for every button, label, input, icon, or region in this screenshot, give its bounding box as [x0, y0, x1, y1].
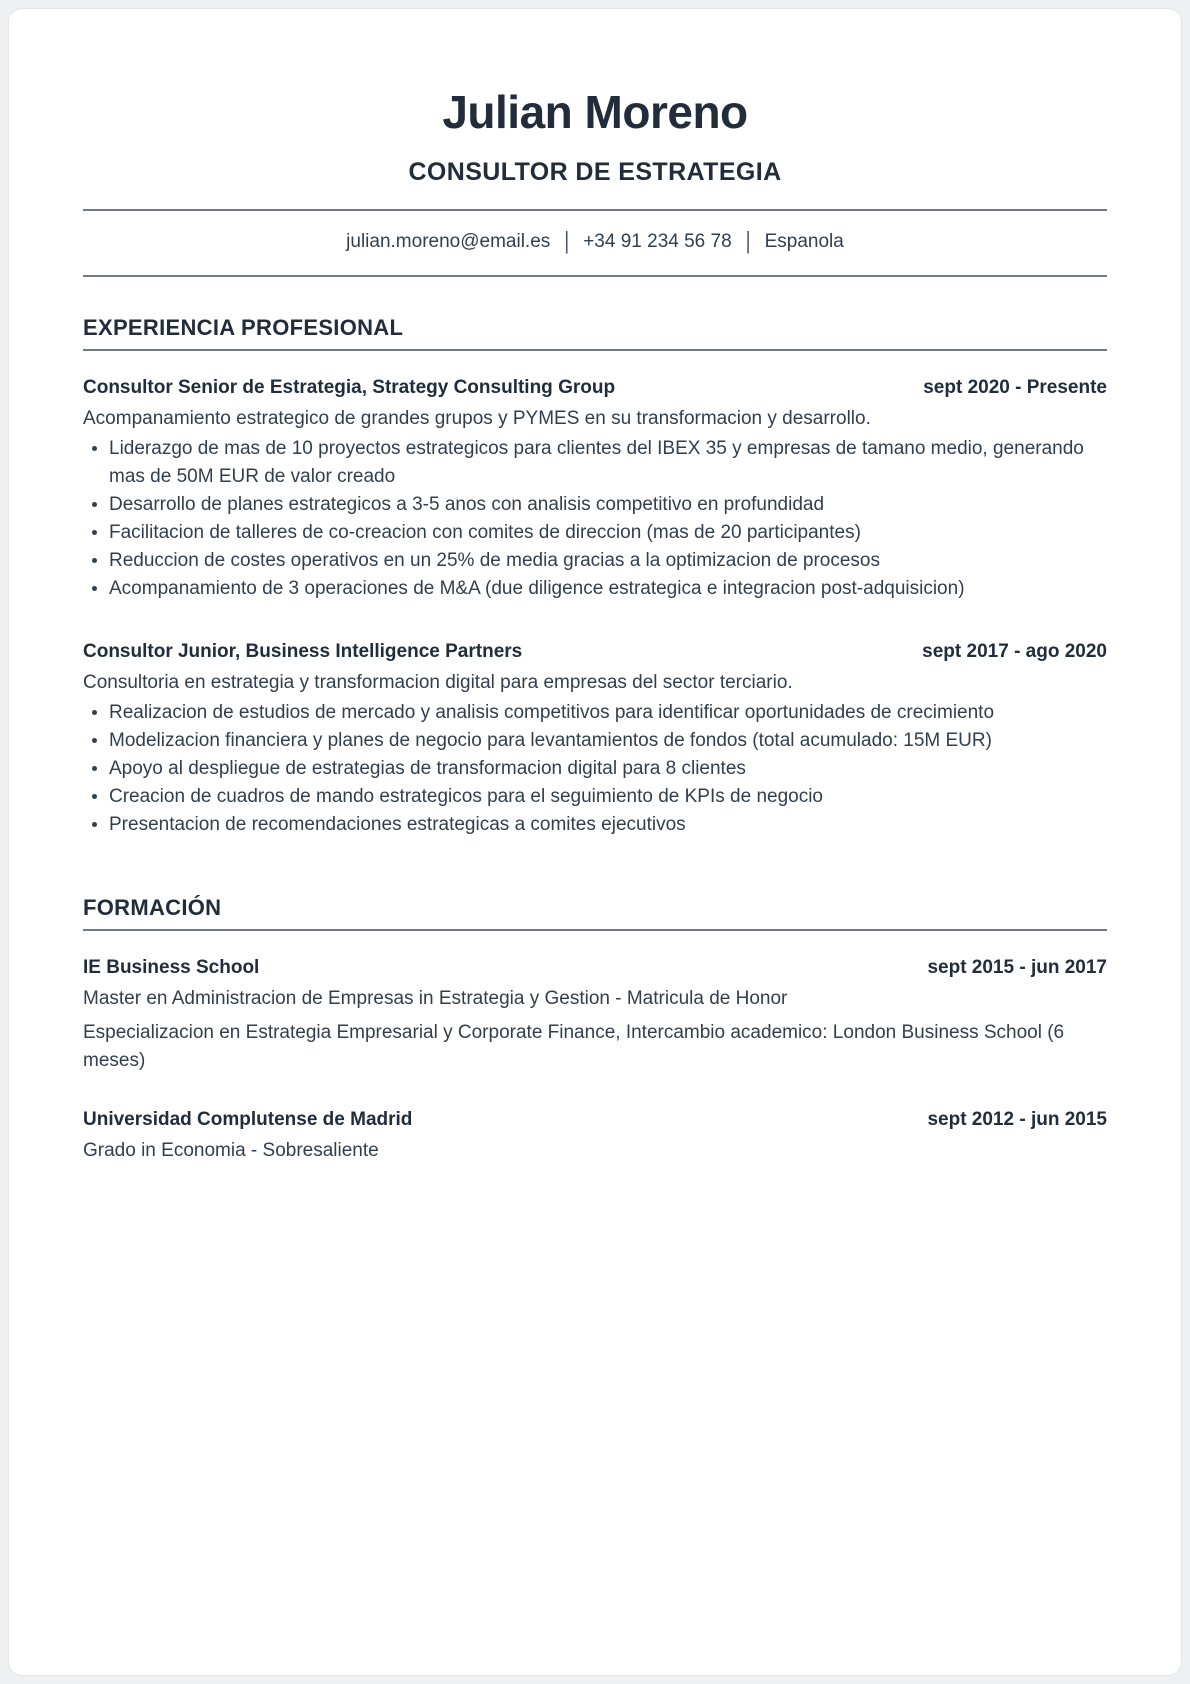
bullet-icon — [92, 738, 97, 743]
bullet-item — [83, 547, 1107, 575]
job-entry — [83, 377, 1107, 603]
education-entry-head — [83, 957, 1107, 979]
bullet-text: Apoyo al despliegue de estrategias de transformacion digital para 8 clientes — [109, 757, 746, 779]
bullet-icon — [92, 586, 97, 591]
bullet-item — [83, 699, 1107, 727]
bullet-icon — [92, 530, 97, 535]
divider — [83, 275, 1107, 277]
school-dates: sept 2012 - jun 2015 — [927, 1108, 1107, 1130]
bullet-item — [83, 727, 1107, 755]
contact-phone: +34 91 234 56 78 — [583, 230, 732, 252]
job-entry-head — [83, 641, 1107, 663]
divider — [83, 349, 1107, 351]
contact-separator: | — [564, 227, 570, 255]
bullet-text: Modelizacion financiera y planes de negocio para levantamientos de fondos (total acumulado: 15M EUR) — [109, 729, 992, 751]
bullet-icon — [92, 822, 97, 827]
contact-line — [83, 211, 1107, 275]
section-experience — [83, 315, 1107, 839]
job-entry-head — [83, 377, 1107, 399]
bullet-text: Acompanamiento de 3 operaciones de M&A (due diligence estrategica e integracion post-adquisicion) — [109, 577, 965, 599]
job-dates: sept 2017 - ago 2020 — [922, 640, 1107, 662]
job-bullet-list — [83, 699, 1107, 839]
job-title: Consultor Senior de Estrategia, Strategy Consulting Group — [83, 376, 616, 398]
job-summary: Consultoria en estrategia y transformacion digital para empresas del sector terciario. — [83, 671, 793, 693]
contact-nationality: Espanola — [764, 230, 844, 252]
job-summary: Acompanamiento estrategico de grandes grupos y PYMES en su transformacion y desarrollo. — [83, 407, 871, 429]
job-bullet-list — [83, 435, 1107, 603]
bullet-icon — [92, 766, 97, 771]
education-entry — [83, 1109, 1107, 1165]
bullet-item — [83, 811, 1107, 839]
degree-line: Master en Administracion de Empresas in Estrategia y Gestion - Matricula de Honor — [83, 987, 788, 1009]
section-education — [83, 895, 1107, 1165]
degree-line: Grado in Economia - Sobresaliente — [83, 1139, 379, 1161]
job-title: Consultor Junior, Business Intelligence Partners — [83, 640, 523, 662]
person-job-title: CONSULTOR DE ESTRATEGIA — [408, 157, 782, 186]
education-entry — [83, 957, 1107, 1075]
person-name: Julian Moreno — [442, 86, 748, 138]
bullet-icon — [92, 446, 97, 451]
education-heading: FORMACIÓN — [83, 894, 222, 920]
bullet-text: Facilitacion de talleres de co-creacion con comites de direccion (mas de 20 participantes) — [109, 521, 861, 543]
bullet-text: Presentacion de recomendaciones estrategicas a comites ejecutivos — [109, 813, 686, 835]
school-dates: sept 2015 - jun 2017 — [927, 956, 1107, 978]
divider — [83, 929, 1107, 931]
bullet-icon — [92, 558, 97, 563]
resume-page — [8, 8, 1182, 1676]
bullet-icon — [92, 710, 97, 715]
bullet-item — [83, 519, 1107, 547]
job-entry — [83, 641, 1107, 839]
school-name: Universidad Complutense de Madrid — [83, 1108, 413, 1130]
bullet-item — [83, 783, 1107, 811]
bullet-text: Realizacion de estudios de mercado y analisis competitivos para identificar oportunidades de crecimiento — [109, 701, 995, 723]
contact-separator: | — [745, 227, 751, 255]
experience-heading: EXPERIENCIA PROFESIONAL — [83, 314, 404, 340]
bullet-item — [83, 755, 1107, 783]
bullet-icon — [92, 794, 97, 799]
bullet-icon — [92, 502, 97, 507]
bullet-text: Desarrollo de planes estrategicos a 3-5 anos con analisis competitivo en profundidad — [109, 493, 825, 515]
bullet-item — [83, 435, 1107, 491]
bullet-text: Liderazgo de mas de 10 proyectos estrategicos para clientes del IBEX 35 y empresas de tamano medio, generando mas de 50M EUR de valor creado — [109, 437, 1084, 487]
job-dates: sept 2020 - Presente — [923, 376, 1107, 398]
bullet-item — [83, 575, 1107, 603]
contact-email: julian.moreno@email.es — [346, 230, 551, 252]
bullet-text: Reduccion de costes operativos en un 25% de media gracias a la optimizacion de procesos — [109, 549, 881, 571]
degree-detail-line: Especializacion en Estrategia Empresarial y Corporate Finance, Intercambio academico: London Business School (6 meses) — [83, 1021, 1065, 1071]
bullet-text: Creacion de cuadros de mando estrategicos para el seguimiento de KPIs de negocio — [109, 785, 823, 807]
education-entry-head — [83, 1109, 1107, 1131]
school-name: IE Business School — [83, 956, 260, 978]
resume-header — [83, 87, 1107, 277]
bullet-item — [83, 491, 1107, 519]
